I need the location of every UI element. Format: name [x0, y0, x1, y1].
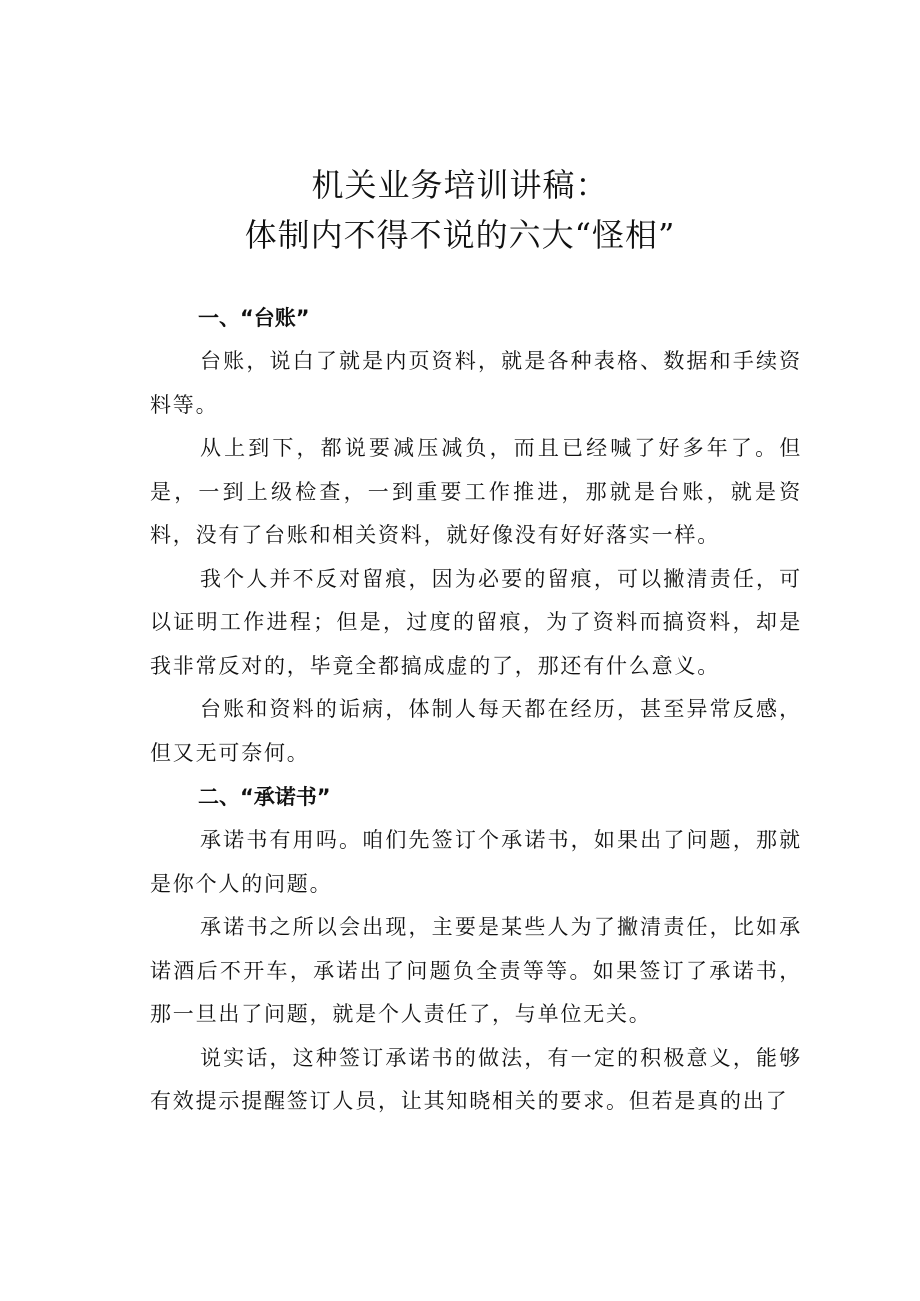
paragraph: 台账，说白了就是内页资料，就是各种表格、数据和手续资料等。	[150, 349, 802, 417]
paragraph: 我个人并不反对留痕，因为必要的留痕，可以撇清责任，可以证明工作进程；但是，过度的留痕，为了资料而搞资料，却是我非常反对的，毕竟全都搞成虚的了，那还有什么意义。	[150, 566, 802, 678]
paragraph: 承诺书之所以会出现，主要是某些人为了撇清责任，比如承诺酒后不开车，承诺出了问题负全责等等。如果签订了承诺书，那一旦出了问题，就是个人责任了，与单位无关。	[150, 915, 802, 1026]
section-heading: 一、“台账”	[198, 306, 310, 330]
document-title	[0, 160, 920, 260]
paragraph: 台账和资料的诟病，体制人每天都在经历，甚至异常反感，但又无可奈何。	[150, 697, 802, 765]
paragraph: 说实话，这种签订承诺书的做法，有一定的积极意义，能够有效提示提醒签订人员，让其知晓相关的要求。但若是真的出了	[150, 1045, 802, 1113]
paragraph: 从上到下，都说要减压减负，而且已经喊了好多年了。但是，一到上级检查，一到重要工作推进，那就是台账，就是资料，没有了台账和相关资料，就好像没有好好落实一样。	[150, 436, 802, 547]
paragraph: 承诺书有用吗。咱们先签订个承诺书，如果出了问题，那就是你个人的问题。	[150, 828, 802, 896]
document-body	[150, 296, 802, 1124]
section-ledger	[150, 296, 802, 775]
title-line-1: 机关业务培训讲稿：	[311, 166, 609, 204]
section-pledge	[150, 775, 802, 1124]
section-heading: 二、“承诺书”	[198, 785, 331, 809]
title-line-2: 体制内不得不说的六大“怪相”	[244, 216, 676, 254]
